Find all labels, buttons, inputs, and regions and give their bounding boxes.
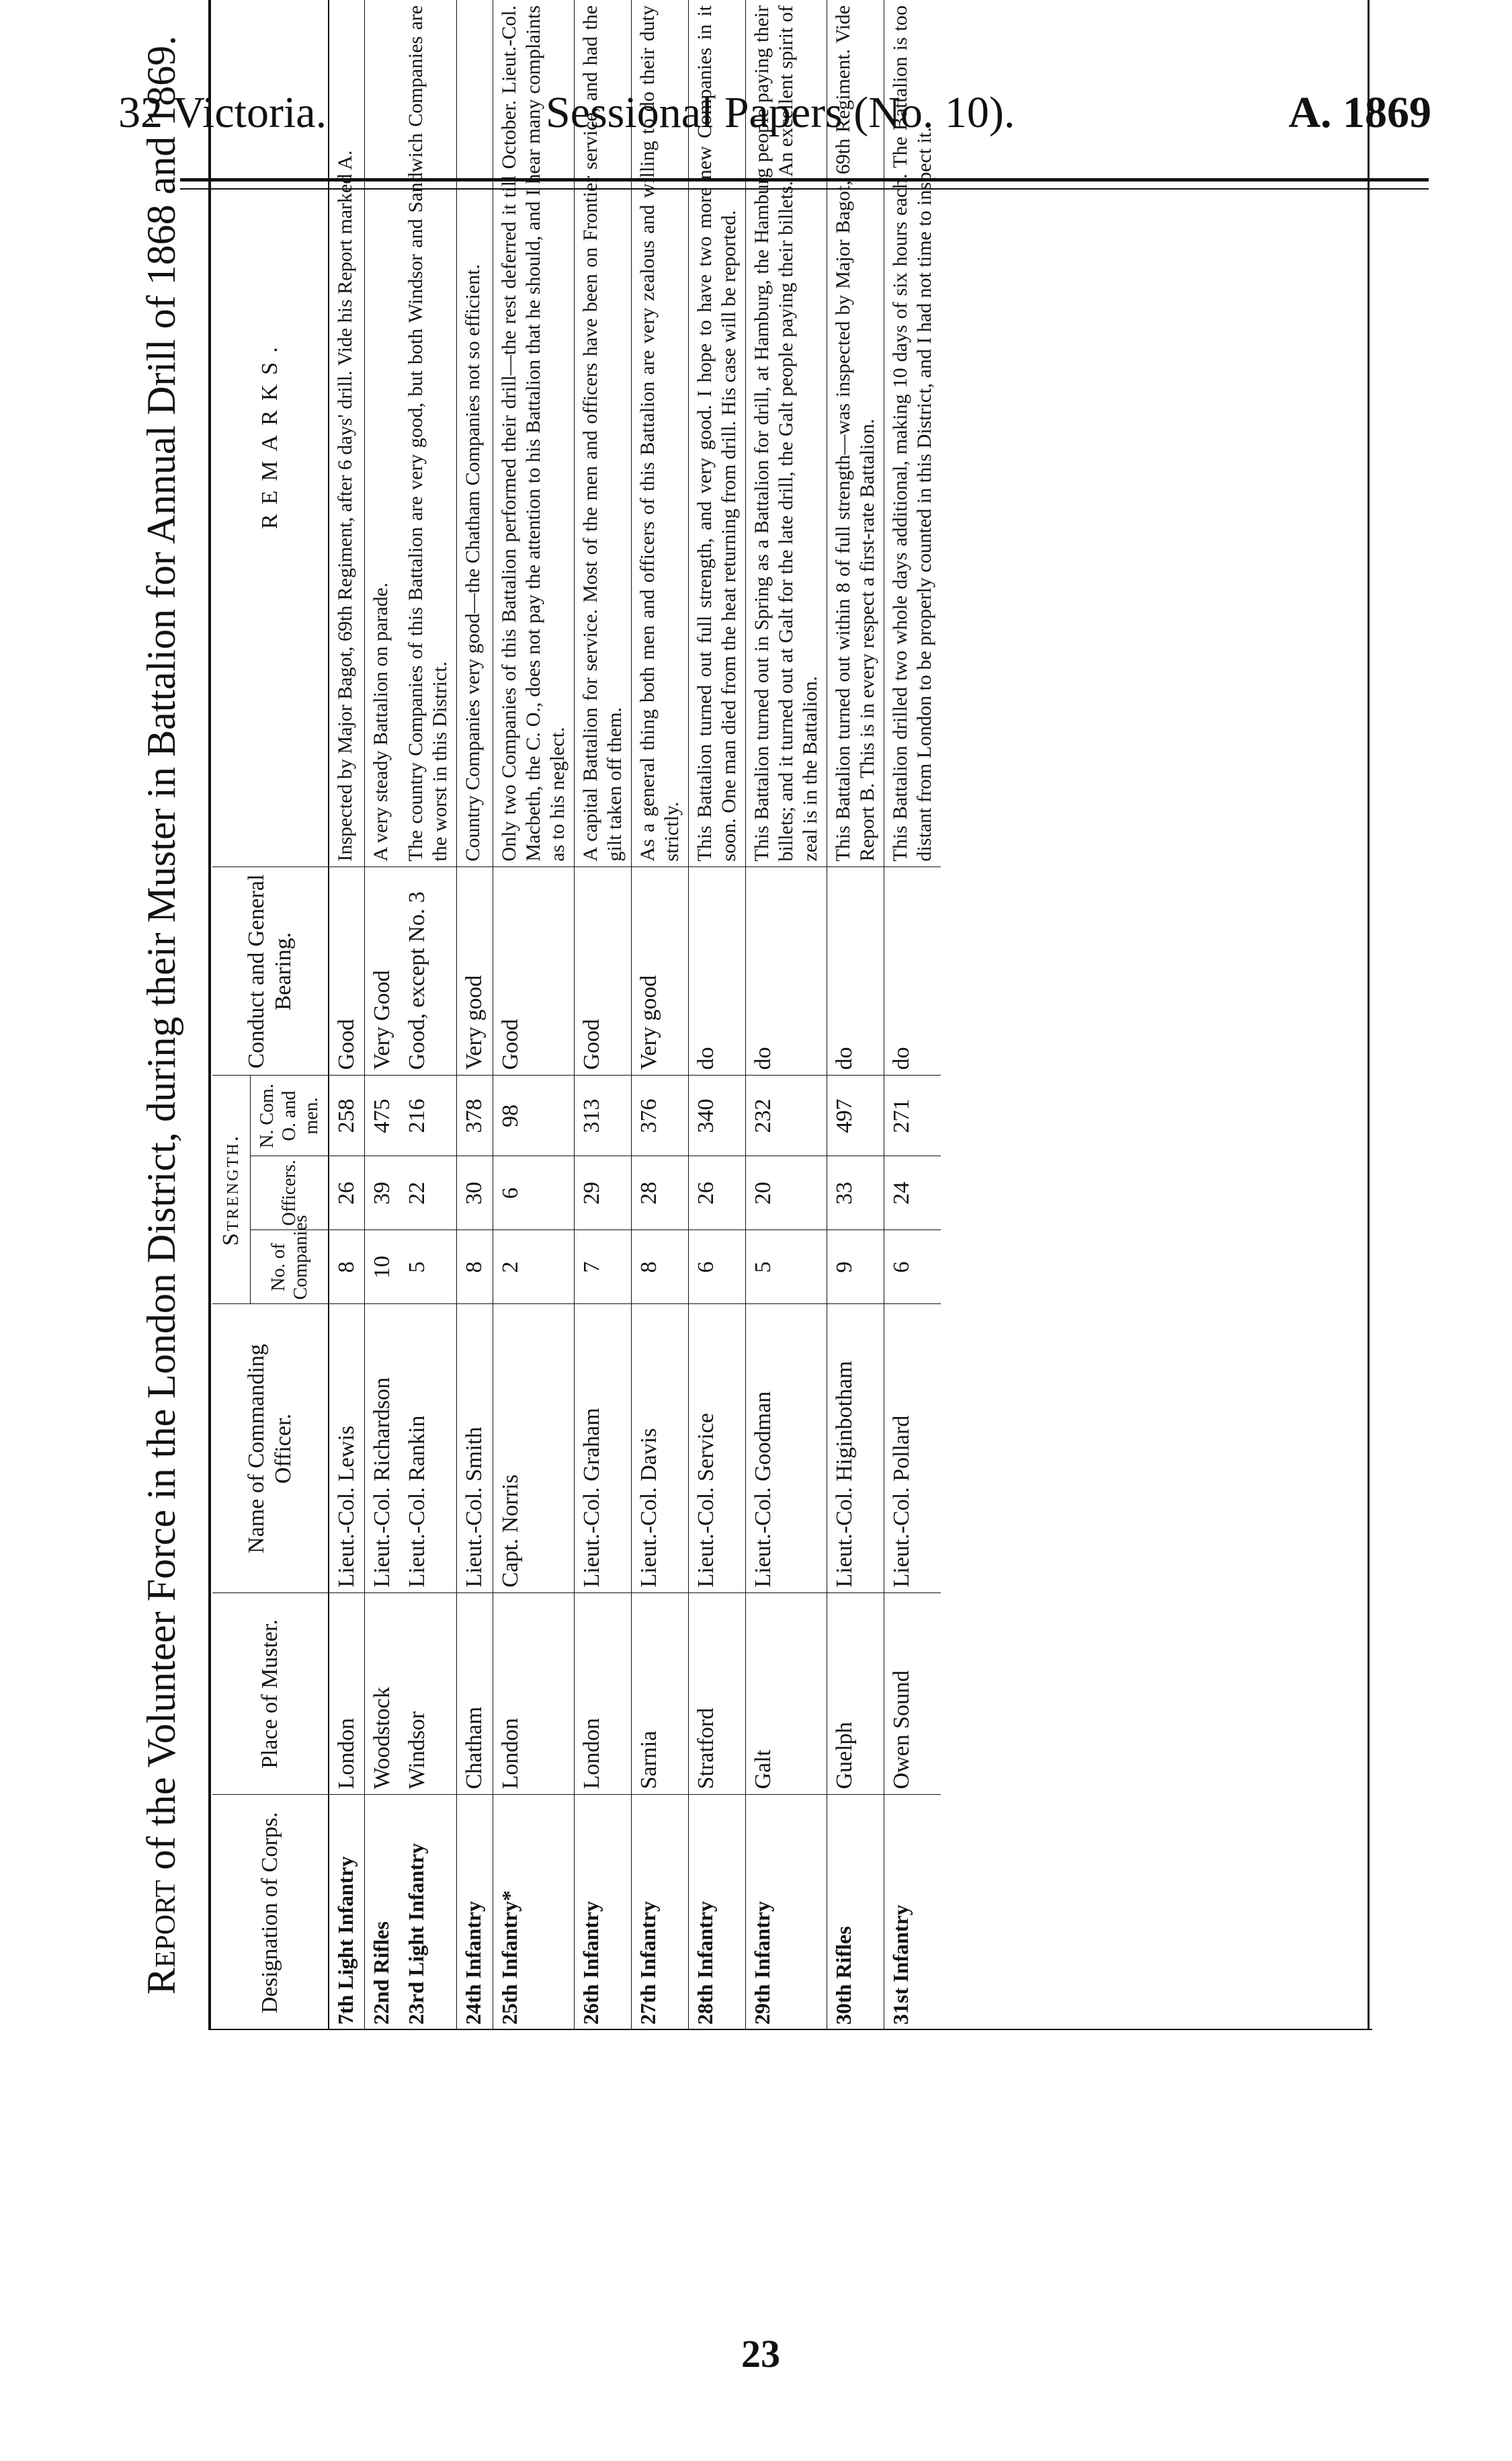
table-row [884, 0, 941, 2030]
cell-remarks: The country Companies of this Battalion are very good, but both Windsor and Sandwich Companies are the worst in this District. [400, 0, 457, 867]
cell-corps: 29th Infantry [745, 1795, 827, 2030]
cell-place: Galt [745, 1593, 827, 1795]
cell-place: Owen Sound [884, 1593, 941, 1795]
header-year: A. 1869 [1288, 88, 1431, 137]
cell-men: 232 [745, 1076, 827, 1156]
cell-remarks: This Battalion turned out within 8 of full strength—was inspected by Major Bagot, 69th Regiment. Vide Report B. This is in every respect a first-rate Battalion. [827, 0, 884, 867]
header-volume: 32 Victoria. [118, 88, 327, 137]
cell-corps: 22nd Rifles [365, 1795, 401, 2030]
cell-men: 98 [493, 1076, 574, 1156]
cell-companies: 7 [574, 1230, 631, 1304]
cell-men: 271 [884, 1076, 941, 1156]
col-header-corps: Designation of Corps. [212, 1795, 329, 2030]
table-row [631, 0, 688, 2030]
col-header-conduct: Conduct and General Bearing. [212, 867, 329, 1076]
cell-remarks: Country Companies very good—the Chatham Companies not so efficient. [457, 0, 493, 867]
cell-officer: Lieut.-Col. Higinbotham [827, 1304, 884, 1593]
cell-place: Guelph [827, 1593, 884, 1795]
cell-officer: Lieut.-Col. Goodman [745, 1304, 827, 1593]
cell-corps: 30th Rifles [827, 1795, 884, 2030]
cell-remarks: A capital Battalion for service. Most of the men and officers have been on Frontier service, and had the gilt taken off them. [574, 0, 631, 867]
cell-conduct: Very Good [365, 867, 401, 1076]
cell-men: 497 [827, 1076, 884, 1156]
table-row [827, 0, 884, 2030]
cell-place: Stratford [688, 1593, 745, 1795]
cell-corps: 7th Light Infantry [329, 1795, 365, 2030]
cell-conduct: do [745, 867, 827, 1076]
cell-men: 313 [574, 1076, 631, 1156]
cell-officer: Capt. Norris [493, 1304, 574, 1593]
table-row [400, 0, 457, 2030]
table-bottom-rule [1368, 0, 1370, 2030]
cell-officers: 28 [631, 1156, 688, 1230]
cell-companies: 6 [884, 1230, 941, 1304]
cell-place: Windsor [400, 1593, 457, 1795]
cell-companies: 8 [457, 1230, 493, 1304]
col-header-officers: Officers. [251, 1156, 329, 1230]
cell-companies: 10 [365, 1230, 401, 1304]
cell-corps: 23rd Light Infantry [400, 1795, 457, 2030]
cell-conduct: Good [493, 867, 574, 1076]
cell-companies: 9 [827, 1230, 884, 1304]
cell-conduct: do [827, 867, 884, 1076]
cell-companies: 8 [631, 1230, 688, 1304]
cell-conduct: Good [574, 867, 631, 1076]
cell-corps: 28th Infantry [688, 1795, 745, 2030]
table-row [457, 0, 493, 2030]
cell-men: 258 [329, 1076, 365, 1156]
cell-conduct: Good [329, 867, 365, 1076]
table-title [121, 0, 202, 2030]
cell-place: London [329, 1593, 365, 1795]
cell-men: 340 [688, 1076, 745, 1156]
cell-men: 216 [400, 1076, 457, 1156]
col-header-officer: Name of Commanding Officer. [212, 1304, 329, 1593]
cell-officers: 39 [365, 1156, 401, 1230]
table-title-lead: Report [139, 1880, 183, 1995]
cell-conduct: Very good [631, 867, 688, 1076]
cell-officers: 20 [745, 1156, 827, 1230]
muster-table [212, 0, 941, 2030]
cell-corps: 26th Infantry [574, 1795, 631, 2030]
cell-place: Chatham [457, 1593, 493, 1795]
cell-officers: 24 [884, 1156, 941, 1230]
cell-corps: 27th Infantry [631, 1795, 688, 2030]
cell-place: London [493, 1593, 574, 1795]
cell-corps: 24th Infantry [457, 1795, 493, 2030]
cell-remarks: Inspected by Major Bagot, 69th Regiment, after 6 days' drill. Vide his Report marked A. [329, 0, 365, 867]
cell-officer: Lieut.-Col. Rankin [400, 1304, 457, 1593]
cell-men: 378 [457, 1076, 493, 1156]
cell-companies: 8 [329, 1230, 365, 1304]
cell-companies: 5 [745, 1230, 827, 1304]
cell-officers: 33 [827, 1156, 884, 1230]
cell-companies: 5 [400, 1230, 457, 1304]
cell-remarks: This Battalion turned out in Spring as a Battalion for drill, at Hamburg, the Hamburg people paying their billets; and it turned out at Galt for the late drill, the Galt people paying their billets. An excellent spirit of zeal is in the Battalion. [745, 0, 827, 867]
cell-remarks: Only two Companies of this Battalion performed their drill—the rest deferred it till October. Lieut.-Col. Macbeth, the C. O., does not pay the attention to his Battalion that he should, and I hear many complaints as to his neglect. [493, 0, 574, 867]
cell-conduct: Very good [457, 867, 493, 1076]
cell-conduct: Good, except No. 3 [400, 867, 457, 1076]
cell-officers: 26 [329, 1156, 365, 1230]
cell-officer: Lieut.-Col. Lewis [329, 1304, 365, 1593]
table-row [329, 0, 365, 2030]
table-row [574, 0, 631, 2030]
cell-officer: Lieut.-Col. Smith [457, 1304, 493, 1593]
col-header-companies: No. of Companies [251, 1230, 329, 1304]
table-row [745, 0, 827, 2030]
cell-officer: Lieut.-Col. Graham [574, 1304, 631, 1593]
cell-officers: 30 [457, 1156, 493, 1230]
cell-remarks: This Battalion turned out full strength, and very good. I hope to have two more new Companies in it soon. One man died from the heat returning from drill. His case will be reported. [688, 0, 745, 867]
cell-remarks: This Battalion drilled two whole days additional, making 10 days of six hours each. The Battalion is too distant from London to be properly counted in this District, and I had not time to inspect it. [888, 5, 935, 862]
cell-corps: 31st Infantry [884, 1795, 941, 2030]
cell-officer: Lieut.-Col. Davis [631, 1304, 688, 1593]
cell-place: London [574, 1593, 631, 1795]
page-number: 23 [741, 2332, 780, 2376]
cell-men: 475 [365, 1076, 401, 1156]
cell-officers: 6 [493, 1156, 574, 1230]
cell-companies: 6 [688, 1230, 745, 1304]
cell-officers: 29 [574, 1156, 631, 1230]
col-header-remarks: REMARKS. [212, 0, 329, 867]
cell-place: Woodstock [365, 1593, 401, 1795]
rotated-report-table [121, 0, 1370, 2030]
cell-remarks: A very steady Battalion on parade. [370, 582, 392, 862]
cell-officer: Lieut.-Col. Richardson [365, 1304, 401, 1593]
col-header-place: Place of Muster. [212, 1593, 329, 1795]
table-row [493, 0, 574, 2030]
cell-remarks: As a general thing both men and officers of this Battalion are very zealous and willing to do their duty strictly. [631, 0, 688, 867]
table-row [365, 0, 401, 2030]
cell-officer: Lieut.-Col. Service [688, 1304, 745, 1593]
cell-officer: Lieut.-Col. Pollard [884, 1304, 941, 1593]
table-title-rest: of the Volunteer Force in the London District, during their Muster in Battalion for Annual Drill of 1868 and 1869. [139, 35, 183, 1880]
col-header-strength: Strength. [212, 1076, 251, 1304]
cell-place: Sarnia [631, 1593, 688, 1795]
cell-corps: 25th Infantry* [493, 1795, 574, 2030]
table-row [688, 0, 745, 2030]
header-sessional-papers: Sessional Papers (No. 10). [546, 88, 1015, 137]
cell-conduct: do [688, 867, 745, 1076]
col-header-men: N. Com. O. and men. [251, 1076, 329, 1156]
cell-officers: 22 [400, 1156, 457, 1230]
cell-conduct: do [884, 867, 941, 1076]
cell-men: 376 [631, 1076, 688, 1156]
cell-officers: 26 [688, 1156, 745, 1230]
cell-companies: 2 [493, 1230, 574, 1304]
